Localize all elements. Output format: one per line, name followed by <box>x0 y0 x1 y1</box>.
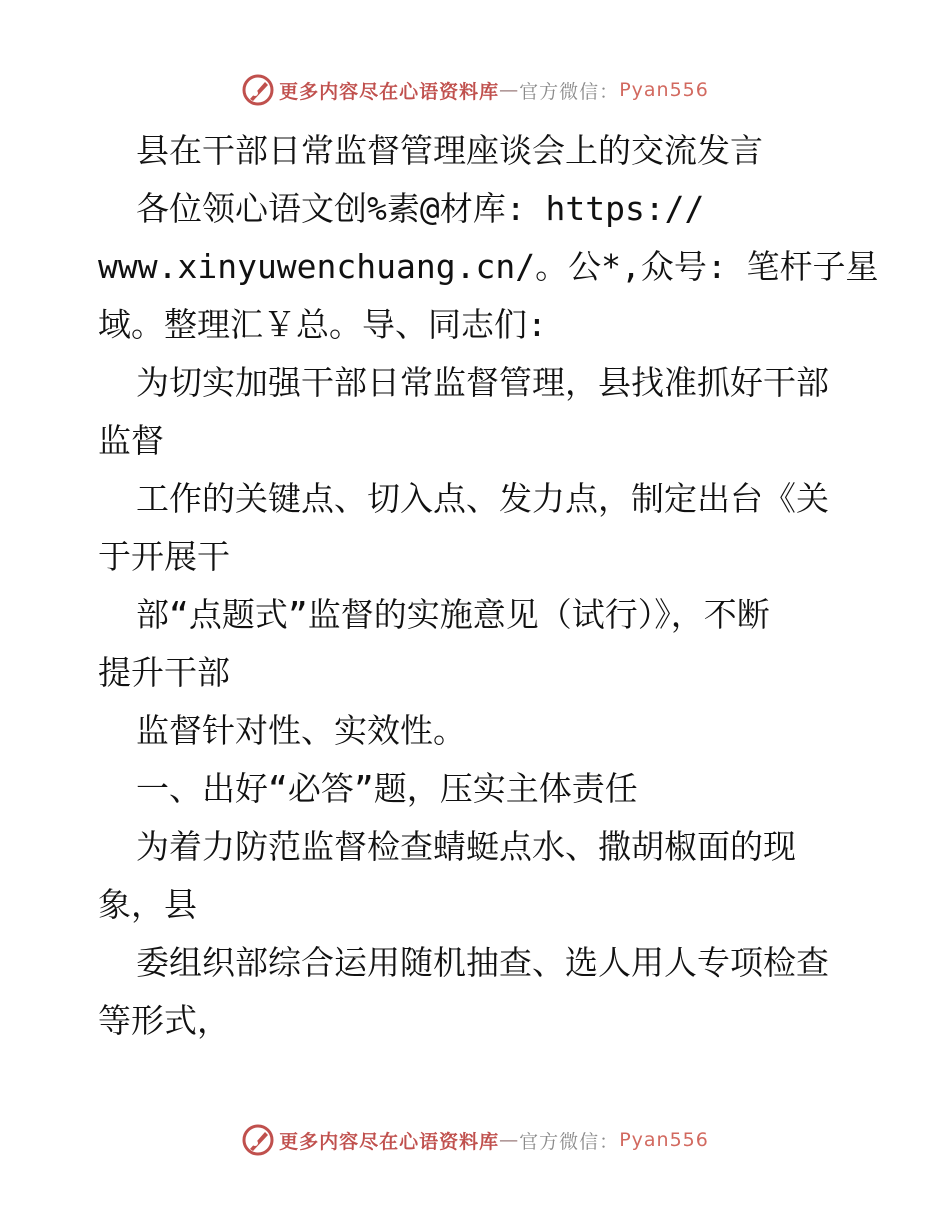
header-dash: — <box>499 79 520 101</box>
text-line: 委组织部综合运用随机抽查、选人用人专项检查 <box>136 943 829 982</box>
header-wechat-label: 官方微信： <box>519 80 620 103</box>
text-line: 为着力防范监督检查蜻蜓点水、撒胡椒面的现 <box>136 827 796 866</box>
header-banner <box>0 70 950 110</box>
text-line: 监督 <box>98 421 164 460</box>
document-title: 县在干部日常监督管理座谈会上的交流发言 <box>136 131 763 170</box>
header-wechat-id: Pyan556 <box>619 79 709 101</box>
footer-lead-text: 更多内容尽在心语资料库 <box>279 1130 500 1153</box>
text-line: 各位领心语文创%素@材库: https:// <box>136 189 705 228</box>
text-line: 工作的关键点、切入点、发力点，制定出台《关 <box>136 479 829 518</box>
text-line: 于开展干 <box>98 537 230 576</box>
text-line: 象，县 <box>98 885 197 924</box>
text-line: 为切实加强干部日常监督管理，县找准抓好干部 <box>136 363 829 402</box>
text-line: 提升干部 <box>98 653 230 692</box>
footer-wechat-id: Pyan556 <box>619 1129 709 1151</box>
header-lead-text: 更多内容尽在心语资料库 <box>279 80 500 103</box>
footer-banner <box>0 1120 950 1160</box>
text-line: www.xinyuwenchuang.cn/。公*,众号: 笔杆子星 <box>98 247 879 286</box>
footer-wechat-label: 官方微信： <box>519 1130 620 1153</box>
text-line: 域。整理汇￥总。导、同志们: <box>98 305 547 344</box>
text-line: 监督针对性、实效性。 <box>136 711 466 750</box>
document-body <box>98 122 879 1050</box>
text-line: 等形式， <box>98 1001 230 1040</box>
quill-circle-icon <box>241 73 275 107</box>
text-line: 部“点题式”监督的实施意见（试行）》，不断 <box>136 595 770 634</box>
quill-circle-icon <box>241 1123 275 1157</box>
footer-dash: — <box>499 1129 520 1151</box>
section-heading: 一、出好“必答”题，压实主体责任 <box>136 769 638 808</box>
